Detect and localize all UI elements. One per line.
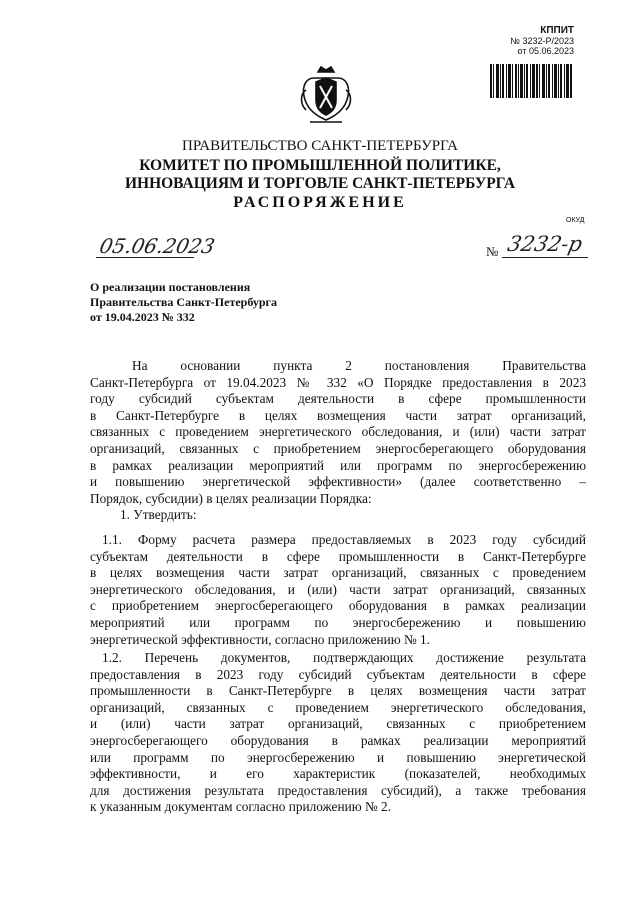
text-line: году субсидий субъектам деятельности в сфере промышленности xyxy=(90,391,586,407)
stamp-date: от 05.06.2023 xyxy=(517,46,574,56)
text-line: к указанным документам согласно приложению № 2. xyxy=(90,799,391,815)
coat-of-arms-icon xyxy=(296,64,356,126)
text-line: энергетического обследования, и (или) части затрат организаций, связанных xyxy=(90,581,586,597)
text-line: для достижения результата предоставления субсидий), а также требования xyxy=(90,782,586,798)
item-1-2-paragraph xyxy=(90,650,586,816)
document-number: 3232-р xyxy=(505,232,585,256)
text-line: энергетической эффективности, согласно приложению № 1. xyxy=(90,631,430,647)
text-line: На основании пункта 2 постановления Правительства xyxy=(132,358,586,373)
text-line: предоставления в 2023 году субсидий субъектам деятельности в сфере xyxy=(90,666,586,682)
text-line: 1.1. Форму расчета размера предоставляемых в 2023 году субсидий xyxy=(102,532,586,547)
text-line: или программ по энергосбережению и повышению энергетической xyxy=(90,749,586,765)
document-subject xyxy=(90,280,310,325)
text-line: эффективности, и его характеристик (показателей, необходимых xyxy=(90,766,586,782)
stamp-title: КППИТ xyxy=(540,25,574,36)
text-line: субъектам деятельности в сфере промышленности в Санкт-Петербурге xyxy=(90,548,586,564)
text-line: организаций, связанных с приобретением энергосберегающего оборудования xyxy=(90,440,586,456)
text-line: связанных с проведением энергетического обследования, и (или) части затрат xyxy=(90,424,586,440)
stamp-number: № 3232-Р/2023 xyxy=(510,36,574,46)
text-line: и (или) части затрат организаций, связанных с приобретением xyxy=(90,716,586,732)
text-line: мероприятий или программ по энергосбережению и повышению xyxy=(90,614,586,630)
text-line: организаций, связанных с проведением энергетического обследования, xyxy=(90,699,586,715)
okud-label: ОКУД xyxy=(566,217,585,224)
item-1: 1. Утвердить: xyxy=(120,507,197,523)
number-underline xyxy=(502,257,588,258)
text-line: и повышению энергетической эффективности» (далее соответственно – xyxy=(90,474,586,490)
text-line: с приобретением энергосберегающего оборудования в рамках реализации xyxy=(90,598,586,614)
barcode-icon xyxy=(490,64,572,98)
date-underline xyxy=(96,257,194,258)
text-line: промышленности в Санкт-Петербурге в целях возмещения части затрат xyxy=(90,683,586,699)
registration-stamp xyxy=(464,26,574,56)
committee-title-line2: ИННОВАЦИЯМ И ТОРГОВЛЕ САНКТ-ПЕТЕРБУРГА xyxy=(124,175,516,192)
committee-title-line1: КОМИТЕТ ПО ПРОМЫШЛЕННОЙ ПОЛИТИКЕ, xyxy=(139,157,501,174)
document-date: 05.06.2023 xyxy=(97,234,218,258)
item-1-1-paragraph xyxy=(90,532,586,648)
text-line: Порядок, субсидии) в целях реализации Порядка: xyxy=(90,490,372,506)
committee-title xyxy=(0,157,640,193)
government-title: ПРАВИТЕЛЬСТВО САНКТ-ПЕТЕРБУРГА xyxy=(182,138,458,154)
subject-line: Правительства Санкт-Петербурга xyxy=(90,295,278,309)
text-line: Санкт-Петербурга от 19.04.2023 № 332 «О Порядке предоставления в 2023 xyxy=(90,374,586,390)
text-line: в рамках реализации мероприятий или программ по энергосбережению xyxy=(90,457,586,473)
subject-line: О реализации постановления xyxy=(90,280,251,294)
text-line: 1.2. Перечень документов, подтверждающих достижение результата xyxy=(102,650,586,665)
preamble-paragraph xyxy=(90,358,586,524)
document-type: РАСПОРЯЖЕНИЕ xyxy=(233,194,407,211)
text-line: в целях возмещения части затрат организаций, связанных с проведением xyxy=(90,565,586,581)
text-line: энергосберегающего оборудования в рамках реализации мероприятий xyxy=(90,732,586,748)
subject-line: от 19.04.2023 № 332 xyxy=(90,310,195,324)
number-label: № xyxy=(486,244,499,259)
text-line: в Санкт-Петербурге в целях возмещения части затрат организаций, xyxy=(90,407,586,423)
